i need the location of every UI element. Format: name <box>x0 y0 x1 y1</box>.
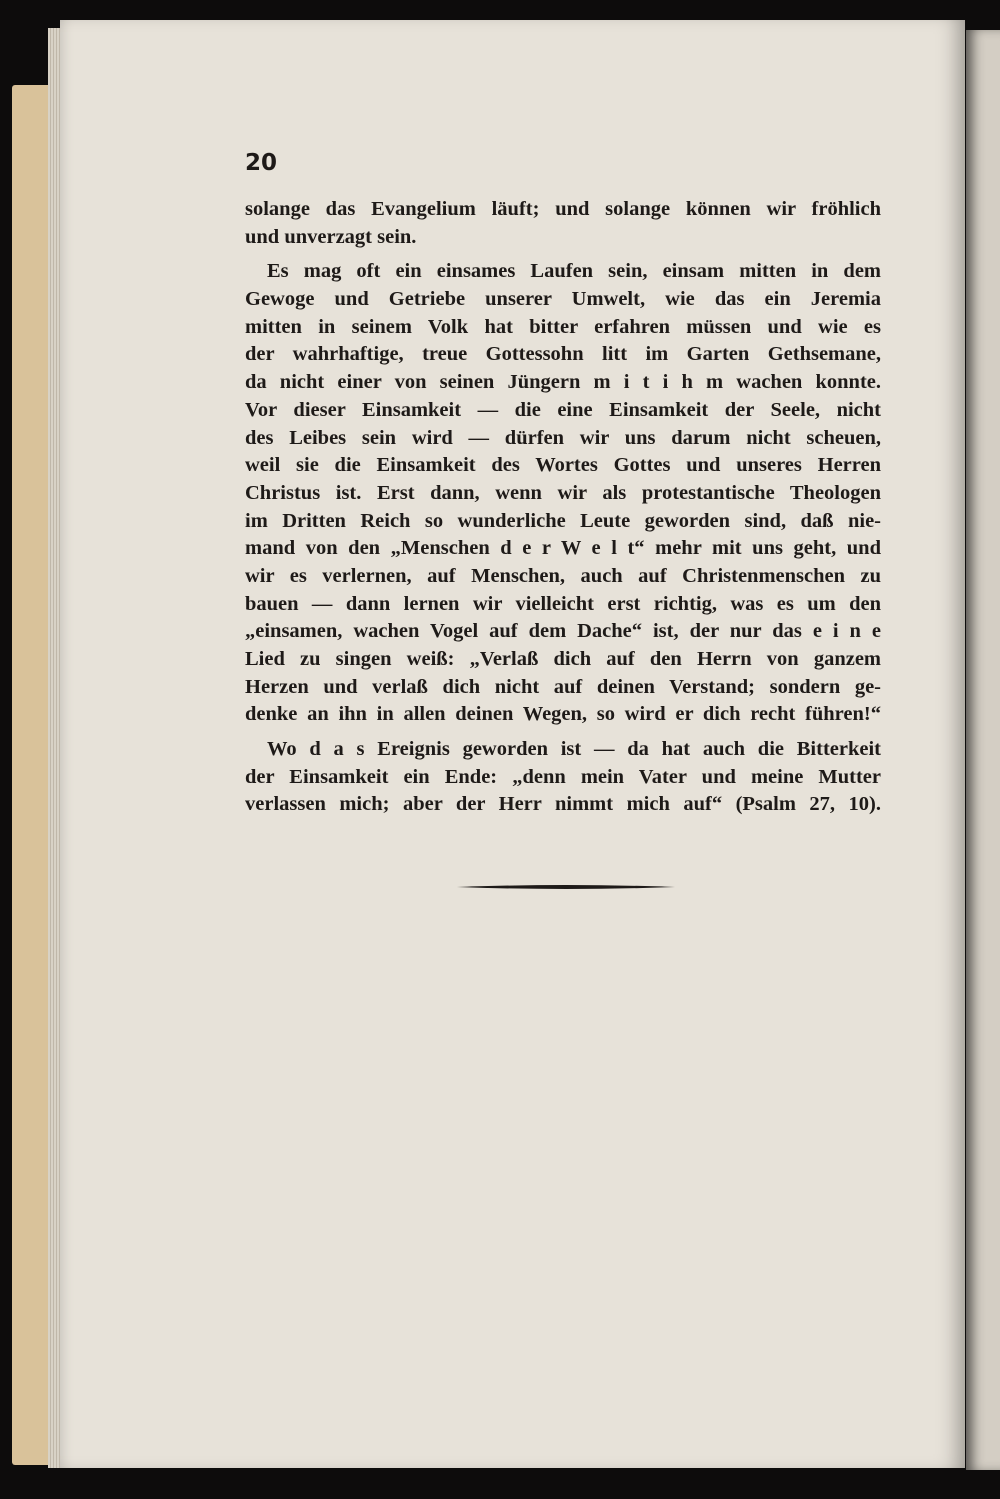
text-line: Wo d a s Ereignis geworden ist — da hat auch die Bitterkeit <box>267 738 881 761</box>
text-line: Christus ist. Erst dann, wenn wir als protestantische Theologen <box>245 481 881 504</box>
paragraph-2 <box>245 258 881 729</box>
text-line: Vor dieser Einsamkeit — die eine Einsamkeit der Seele, nicht <box>245 398 881 421</box>
text-line: wir es verlernen, auf Menschen, auch auf Christenmenschen zu <box>245 564 881 587</box>
text-line: mitten in seinem Volk hat bitter erfahren müssen und wie es <box>245 315 881 338</box>
body-text <box>245 196 881 819</box>
text-line: und unverzagt sein. <box>245 225 417 248</box>
text-line: verlassen mich; aber der Herr nimmt mich auf“ (Psalm 27, 10). <box>245 793 881 816</box>
text-line: weil sie die Einsamkeit des Wortes Gottes und unseres Herren <box>245 454 881 477</box>
text-line: bauen — dann lernen wir vielleicht erst richtig, was es um den <box>245 592 881 615</box>
facing-page-edge <box>966 30 1000 1470</box>
paragraph-3 <box>245 736 881 819</box>
text-line: „einsamen, wachen Vogel auf dem Dache“ ist, der nur das e i n e <box>245 620 881 643</box>
text-line: der wahrhaftige, treue Gottessohn litt im Garten Gethsemane, <box>245 343 881 366</box>
decorative-divider <box>457 884 675 890</box>
text-line: Es mag oft ein einsames Laufen sein, einsam mitten in dem <box>267 260 881 283</box>
text-line: Lied zu singen weiß: „Verlaß dich auf den Herrn von ganzem <box>245 648 881 670</box>
text-line: des Leibes sein wird — dürfen wir uns darum nicht scheuen, <box>245 426 881 449</box>
text-line: solange das Evangelium läuft; und solange können wir fröhlich <box>245 198 881 220</box>
text-line: Gewoge und Getriebe unserer Umwelt, wie das ein Jeremia <box>245 288 881 311</box>
paragraph-1 <box>245 196 881 251</box>
page-number: 20 <box>245 150 278 176</box>
text-line: da nicht einer von seinen Jüngern m i t i h m wachen konnte. <box>245 371 881 394</box>
text-line: mand von den „Menschen d e r W e l t“ mehr mit uns geht, und <box>245 537 881 560</box>
text-line: im Dritten Reich so wunderliche Leute geworden sind, daß nie- <box>245 509 881 532</box>
text-line: der Einsamkeit ein Ende: „denn mein Vater und meine Mutter <box>245 765 881 788</box>
text-line: Herzen und verlaß dich nicht auf deinen Verstand; sondern ge- <box>245 675 881 698</box>
text-line: denke an ihn in allen deinen Wegen, so wird er dich recht führen!“ <box>245 703 881 726</box>
